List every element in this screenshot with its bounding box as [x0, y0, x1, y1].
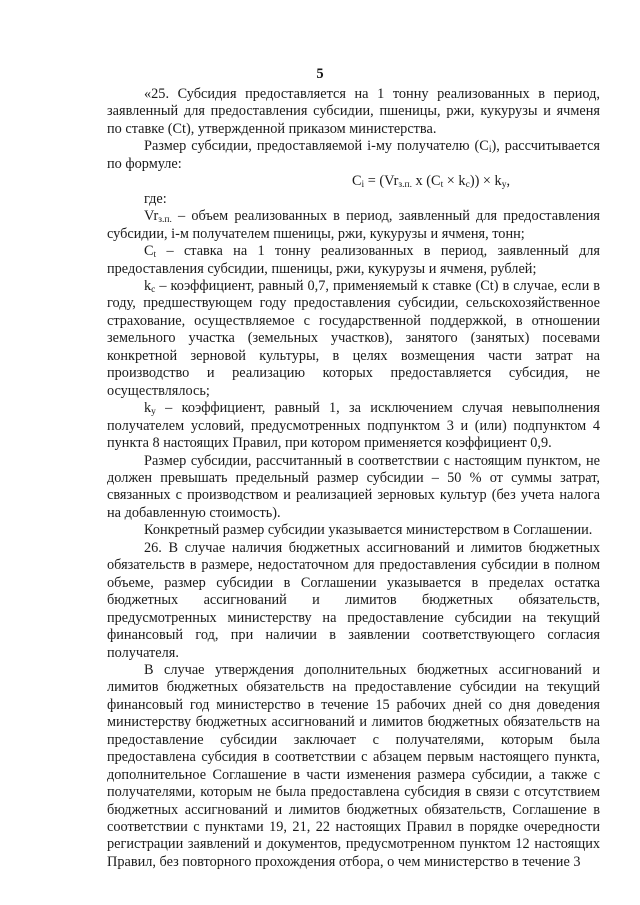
- kc-symbol: k: [144, 277, 152, 294]
- formula-part-2-sub: t: [440, 180, 444, 191]
- vr-symbol: Vr: [144, 208, 159, 225]
- paragraph-26: 26. В случае наличия бюджетных ассигнований и лимитов бюджетных обязательств в размере, недостаточном для предоставления субсидии в полном объеме, размер субсидии в Соглашении указывается в пределах остатка бюджетных ассигнований и лимитов бюджетных обязательств, предусмотренных министерству на предоставление субсидии на текущий финансовый год, при наличии в заявлении соответствующего согласия получателя.: [107, 539, 600, 661]
- vr-subscript: з.п.: [158, 215, 172, 226]
- subsidy-size-text-start: Размер субсидии, предоставляемой i-му получателю (C: [144, 138, 489, 155]
- ky-subscript: y: [151, 407, 156, 418]
- ct-description: – ставка на 1 тонну реализованных в период, заявленный для предоставления субсидии, пшеницы, ржи, кукурузы и ячменя, рублей;: [107, 243, 600, 277]
- ky-symbol: k: [144, 400, 152, 417]
- paragraph-subsidy-size: [107, 138, 600, 173]
- formula-part-1-sub: з.п.: [398, 180, 412, 191]
- formula-end: ,: [506, 173, 511, 190]
- formula-part-4: )) × k: [469, 173, 502, 190]
- formula-lhs: C: [352, 173, 362, 190]
- formula-part-4-sub: y: [501, 180, 507, 191]
- formula-part-1: = (Vr: [364, 173, 399, 190]
- paragraph-additional-allocations: В случае утверждения дополнительных бюджетных ассигнований и лимитов бюджетных обязательств на предоставление субсидии на текущий финансовый год министерство в течение 15 рабочих дней со дня доведения министерству бюджетных ассигнований и лимитов бюджетных обязательств на предоставление субсидии заключает с получателями, которым была предоставлена субсидия в соответствии с абзацем первым настоящего пункта, дополнительное Соглашение в части изменения размера субсидии, а также с получателями, которым не была предоставлена субсидия в связи с отсутствием бюджетных ассигнований и лимитов бюджетных обязательств, Соглашение в соответствии с пунктами 19, 21, 22 настоящих Правил в порядке очередности регистрации заявлений и документов, предусмотренном пунктом 12 настоящих Правил, без повторного прохождения отбора, о чем министерство в течение 3: [107, 661, 600, 870]
- paragraph-max-size: Размер субсидии, рассчитанный в соответствии с настоящим пунктом, не должен превышать предельный размер субсидии – 50 % от суммы затрат, связанных с производством и реализацией зерновых культур (без учета налога на добавленную стоимость).: [107, 452, 600, 521]
- definition-ky: [107, 400, 600, 452]
- formula: [107, 173, 600, 190]
- definition-ct: [107, 243, 600, 278]
- vr-description: – объем реализованных в период, заявленный для предоставления субсидии, i-м получателем пшеницы, ржи, кукурузы и ячменя, тонн;: [107, 208, 600, 242]
- kc-subscript: c: [151, 284, 156, 295]
- formula-part-2: x (C: [411, 173, 441, 190]
- subsidy-size-text-end: ), рассчитывается по формуле:: [107, 138, 600, 172]
- subsidy-size-subscript: i: [488, 145, 492, 156]
- where-label: где:: [144, 190, 167, 207]
- ky-description: – коэффициент, равный 1, за исключением случая невыполнения получателем условий, предусмотренных подпунктом 3 и (или) подпунктом 4 пункта 8 настоящих Правил, при котором применяется коэффициент 0,9.: [107, 400, 600, 452]
- formula-part-3: × k: [443, 173, 466, 190]
- definition-kc: [107, 278, 600, 400]
- ct-symbol: C: [144, 243, 154, 260]
- page-number: 5: [316, 66, 324, 82]
- ct-subscript: t: [153, 250, 157, 261]
- kc-description: – коэффициент, равный 0,7, применяемый к ставке (Ct) в случае, если в году, предшествующем году предоставления субсидии, сельскохозяйственное страхование, осуществляемое с государственной поддержкой, в отношении земельного участка (земельных участков), занятого (занятых) посевами конкретной зерновой культуры, в целях возмещения части затрат на производство и реализацию которых предоставляется субсидия, не осуществлялось;: [107, 277, 600, 399]
- paragraph-concrete-size: Конкретный размер субсидии указывается министерством в Соглашении.: [144, 522, 593, 539]
- paragraph-25: «25. Субсидия предоставляется на 1 тонну реализованных в период, заявленный для предоставления субсидии, пшеницы, ржи, кукурузы и ячменя по ставке (Ct), утвержденной приказом министерства.: [107, 86, 600, 137]
- formula-lhs-sub: i: [361, 180, 365, 191]
- document-body: [107, 86, 600, 871]
- formula-part-3-sub: c: [465, 180, 470, 191]
- definition-vr: [107, 208, 600, 243]
